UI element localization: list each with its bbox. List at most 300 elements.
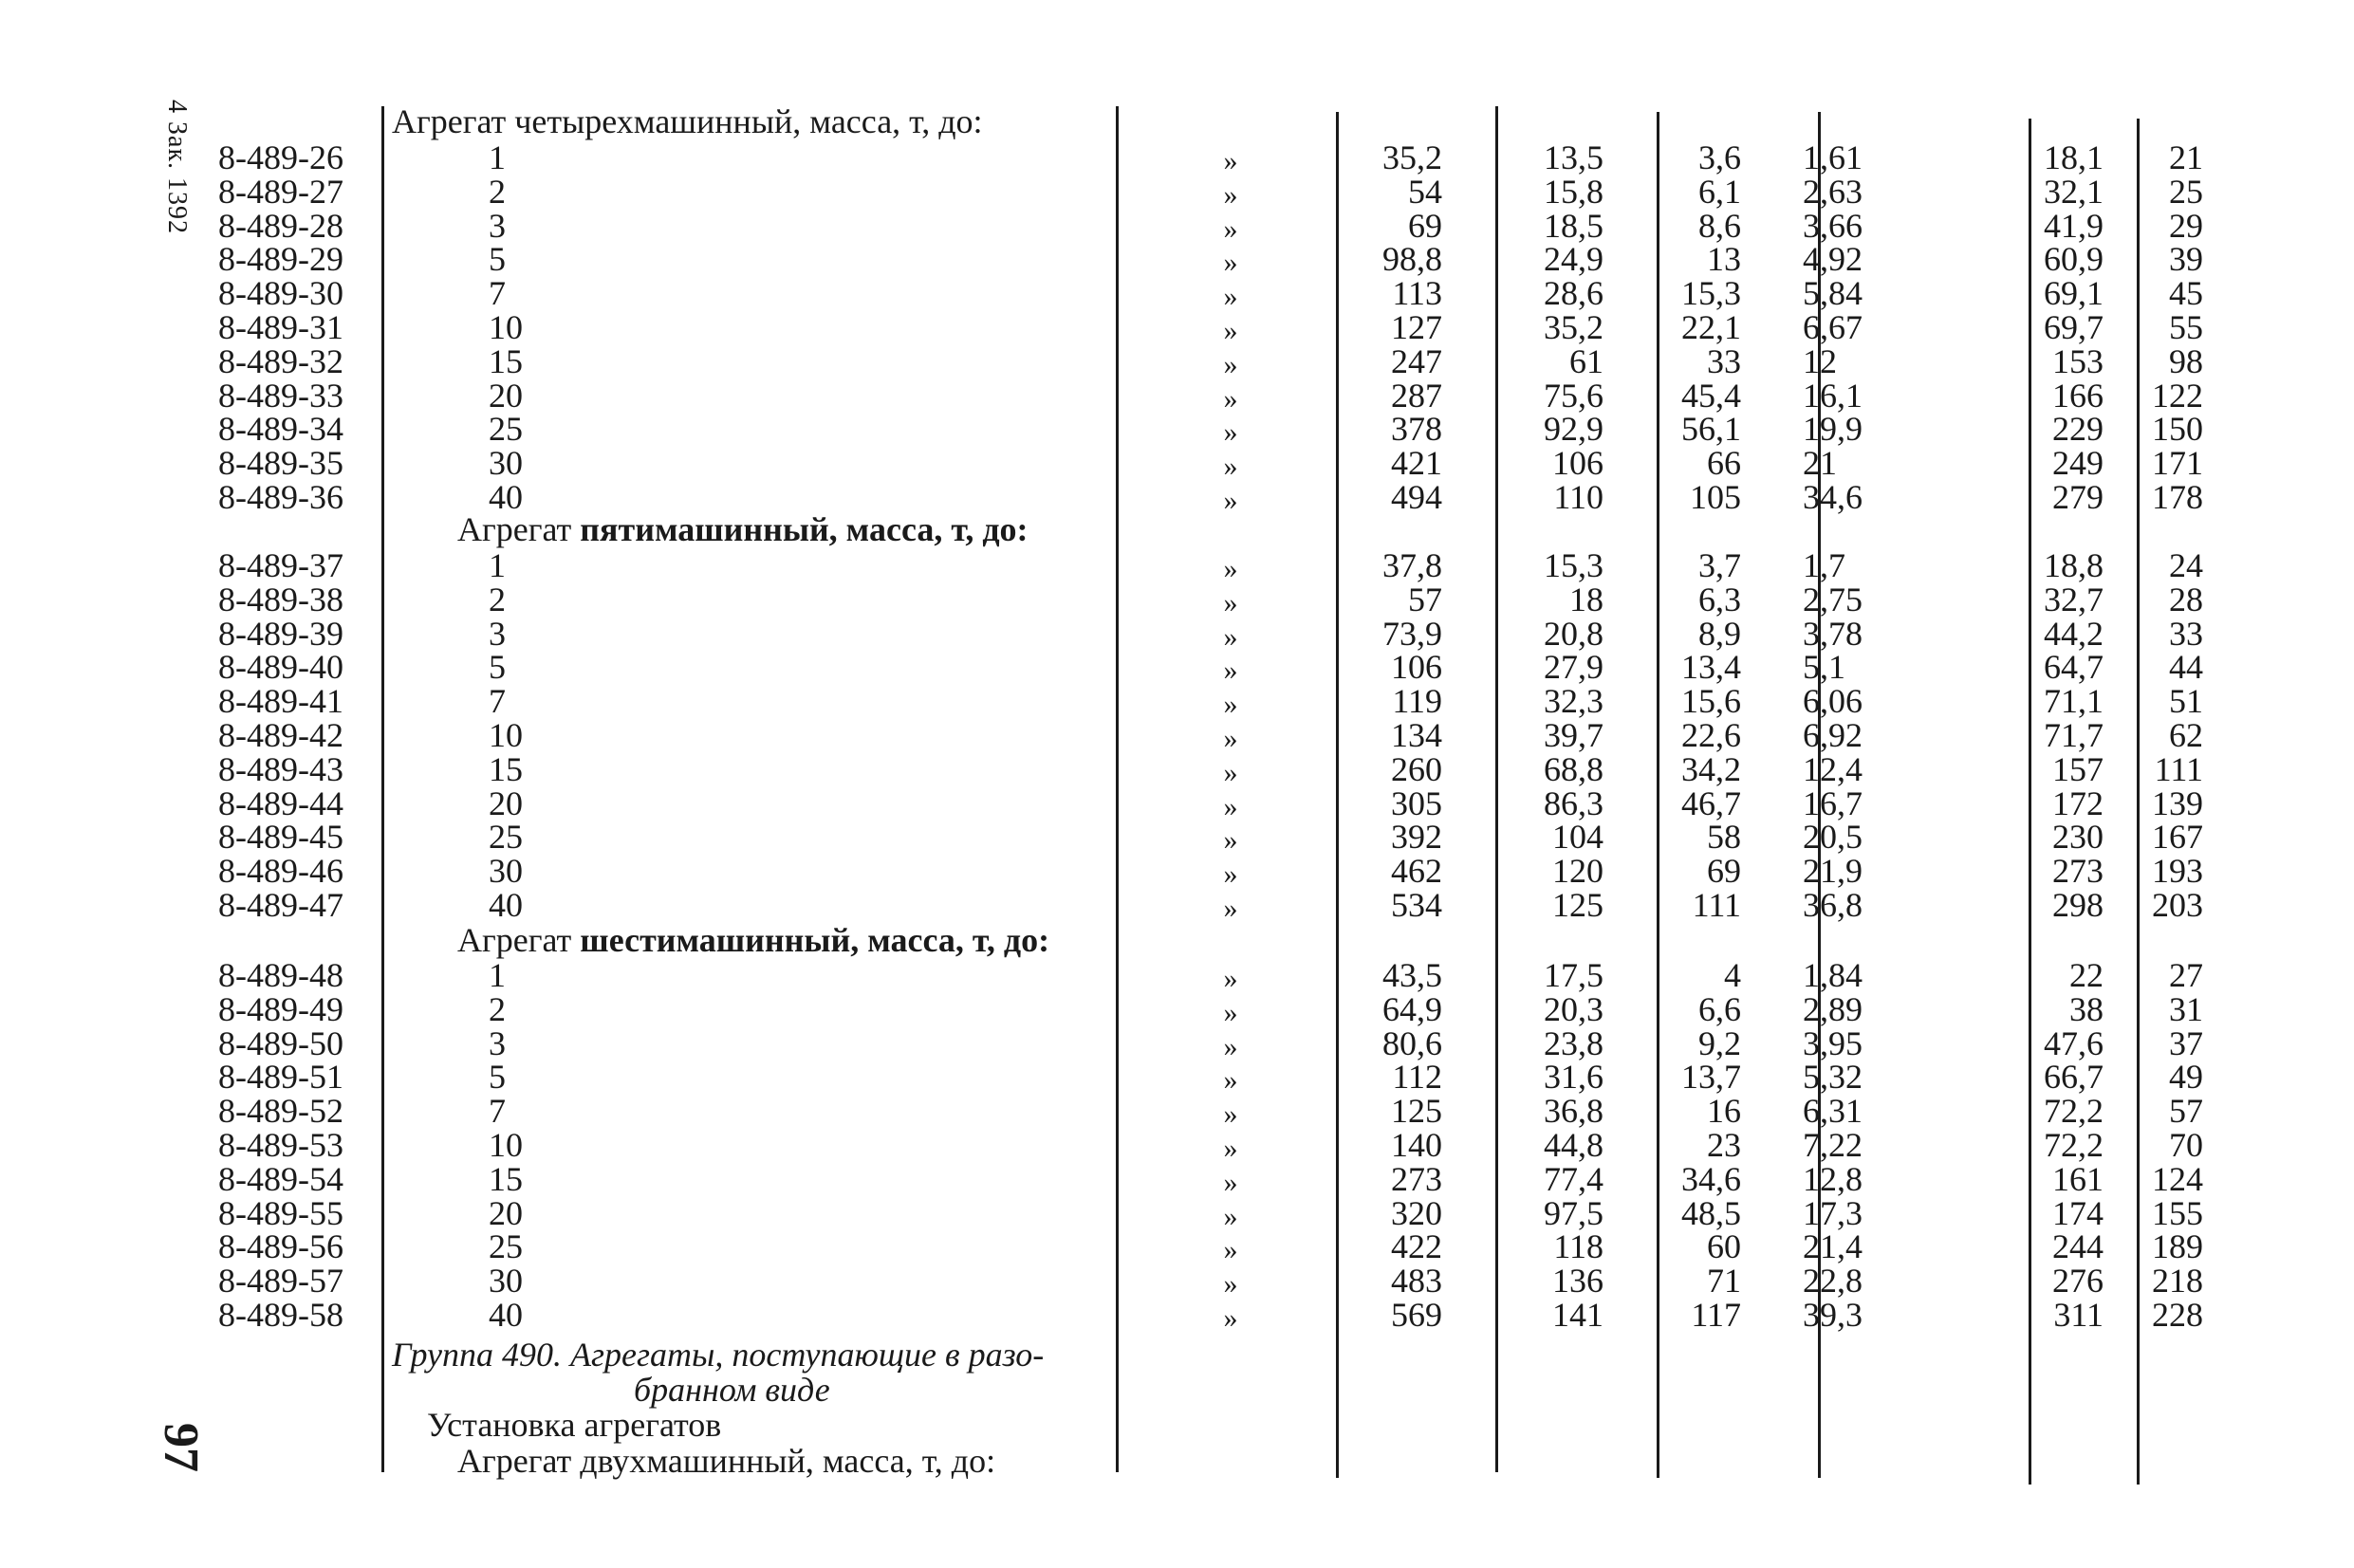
value-cell-col4: 7,22 (1803, 1126, 1863, 1164)
value-cell-col4: 2,89 (1803, 990, 1863, 1028)
value-cell-col5: 47,6 (2044, 1024, 2104, 1062)
ditto-mark: » (1223, 485, 1238, 516)
value-cell-col4: 12 (1803, 342, 1837, 380)
mass-cell: 20 (489, 377, 523, 415)
value-cell-col5: 44,2 (2044, 615, 2104, 653)
value-cell-col2: 27,9 (1544, 648, 1603, 686)
value-cell-col3: 13 (1707, 240, 1741, 278)
group-490-title: Группа 490. Агрегаты, поступающие в разо- (392, 1336, 1045, 1374)
code-cell: 8-489-45 (218, 818, 343, 856)
value-cell-col2: 20,8 (1544, 615, 1603, 653)
value-cell-col2: 28,6 (1544, 274, 1603, 312)
value-cell-col6: 98 (2169, 342, 2203, 380)
mass-cell: 25 (489, 410, 523, 448)
heading-plain: Агрегат (457, 921, 572, 959)
value-cell-col6: 44 (2169, 648, 2203, 686)
value-cell-col1: 421 (1391, 444, 1442, 482)
value-cell-col2: 24,9 (1544, 240, 1603, 278)
mass-cell: 25 (489, 1227, 523, 1265)
ditto-mark: » (1223, 1133, 1238, 1164)
value-cell-col4: 6,67 (1803, 308, 1863, 346)
code-cell: 8-489-51 (218, 1058, 343, 1096)
value-cell-col2: 61 (1569, 342, 1603, 380)
value-cell-col6: 45 (2169, 274, 2203, 312)
code-cell: 8-489-50 (218, 1024, 343, 1062)
value-cell-col1: 260 (1391, 750, 1442, 788)
value-cell-col3: 66 (1707, 444, 1741, 482)
value-cell-col1: 569 (1391, 1296, 1442, 1334)
value-cell-col2: 39,7 (1544, 716, 1603, 754)
value-cell-col1: 98,8 (1382, 240, 1442, 278)
code-cell: 8-489-29 (218, 240, 343, 278)
value-cell-col3: 22,1 (1681, 308, 1741, 346)
value-cell-col3: 71 (1707, 1262, 1741, 1300)
mass-cell: 2 (489, 173, 506, 211)
value-cell-col1: 494 (1391, 478, 1442, 516)
ditto-mark: » (1223, 553, 1238, 584)
ditto-mark: » (1223, 179, 1238, 211)
value-cell-col1: 320 (1391, 1194, 1442, 1232)
value-cell-col1: 247 (1391, 342, 1442, 380)
value-cell-col2: 35,2 (1544, 308, 1603, 346)
value-cell-col2: 23,8 (1544, 1024, 1603, 1062)
value-cell-col6: 203 (2152, 886, 2203, 924)
value-cell-col4: 2,63 (1803, 173, 1863, 211)
ditto-mark: » (1223, 824, 1238, 856)
value-cell-col6: 167 (2152, 818, 2203, 856)
value-cell-col5: 311 (2053, 1296, 2104, 1334)
mass-cell: 2 (489, 990, 506, 1028)
code-cell: 8-489-32 (218, 342, 343, 380)
value-cell-col4: 39,3 (1803, 1296, 1863, 1334)
code-cell: 8-489-54 (218, 1160, 343, 1198)
value-cell-col2: 44,8 (1544, 1126, 1603, 1164)
value-cell-col2: 118 (1553, 1227, 1603, 1265)
value-cell-col1: 64,9 (1382, 990, 1442, 1028)
value-cell-col3: 105 (1690, 478, 1741, 516)
code-cell: 8-489-34 (218, 410, 343, 448)
value-cell-col6: 28 (2169, 581, 2203, 618)
mass-cell: 7 (489, 274, 506, 312)
value-cell-col1: 127 (1391, 308, 1442, 346)
value-cell-col6: 111 (2154, 750, 2203, 788)
mass-cell: 3 (489, 615, 506, 653)
value-cell-col5: 298 (2052, 886, 2104, 924)
value-cell-col3: 8,9 (1698, 615, 1741, 653)
code-cell: 8-489-48 (218, 956, 343, 994)
code-cell: 8-489-28 (218, 207, 343, 245)
heading-bold: шестимашинный, масса, т, до: (580, 921, 1050, 959)
value-cell-col6: 155 (2152, 1194, 2203, 1232)
mass-cell: 40 (489, 478, 523, 516)
value-cell-col6: 25 (2169, 173, 2203, 211)
value-cell-col3: 3,6 (1698, 138, 1741, 176)
mass-cell: 3 (489, 207, 506, 245)
value-cell-col5: 157 (2052, 750, 2104, 788)
value-cell-col2: 104 (1552, 818, 1603, 856)
value-cell-col4: 16,7 (1803, 784, 1863, 822)
ditto-mark: » (1223, 1167, 1238, 1198)
margin-note: 4 Зак. 1392 (162, 100, 192, 235)
value-cell-col5: 249 (2052, 444, 2104, 482)
value-cell-col4: 5,84 (1803, 274, 1863, 312)
value-cell-col3: 69 (1707, 852, 1741, 890)
value-cell-col2: 15,3 (1544, 546, 1603, 584)
two-machine-heading: Агрегат двухмашинный, масса, т, до: (457, 1442, 996, 1480)
value-cell-col6: 33 (2169, 615, 2203, 653)
value-cell-col3: 22,6 (1681, 716, 1741, 754)
value-cell-col4: 21 (1803, 444, 1837, 482)
value-cell-col4: 20,5 (1803, 818, 1863, 856)
value-cell-col1: 422 (1391, 1227, 1442, 1265)
value-cell-col1: 119 (1392, 682, 1442, 720)
value-cell-col4: 3,95 (1803, 1024, 1863, 1062)
value-cell-col3: 33 (1707, 342, 1741, 380)
ditto-mark: » (1223, 1268, 1238, 1300)
value-cell-col6: 150 (2152, 410, 2203, 448)
value-cell-col4: 12,8 (1803, 1160, 1863, 1198)
code-cell: 8-489-40 (218, 648, 343, 686)
value-cell-col1: 35,2 (1382, 138, 1442, 176)
code-cell: 8-489-39 (218, 615, 343, 653)
value-cell-col3: 6,3 (1698, 581, 1741, 618)
value-cell-col1: 534 (1391, 886, 1442, 924)
value-cell-col3: 4 (1724, 956, 1741, 994)
mass-cell: 5 (489, 240, 506, 278)
value-cell-col6: 51 (2169, 682, 2203, 720)
ditto-mark: » (1223, 1302, 1238, 1334)
mass-cell: 5 (489, 648, 506, 686)
value-cell-col3: 60 (1707, 1227, 1741, 1265)
value-cell-col4: 5,1 (1803, 648, 1845, 686)
code-cell: 8-489-31 (218, 308, 343, 346)
value-cell-col6: 193 (2152, 852, 2203, 890)
value-cell-col6: 124 (2152, 1160, 2203, 1198)
value-cell-col5: 174 (2052, 1194, 2104, 1232)
value-cell-col1: 273 (1391, 1160, 1442, 1198)
value-cell-col5: 18,8 (2044, 546, 2104, 584)
ditto-mark: » (1223, 416, 1238, 448)
value-cell-col4: 16,1 (1803, 377, 1863, 415)
mass-cell: 20 (489, 784, 523, 822)
column-rule (381, 106, 384, 1472)
value-cell-col3: 9,2 (1698, 1024, 1741, 1062)
ditto-mark: » (1223, 1064, 1238, 1096)
value-cell-col1: 134 (1391, 716, 1442, 754)
value-cell-col5: 64,7 (2044, 648, 2104, 686)
value-cell-col2: 125 (1552, 886, 1603, 924)
value-cell-col4: 6,31 (1803, 1092, 1863, 1130)
value-cell-col5: 279 (2052, 478, 2104, 516)
value-cell-col3: 117 (1691, 1296, 1741, 1334)
value-cell-col6: 27 (2169, 956, 2203, 994)
value-cell-col4: 4,92 (1803, 240, 1863, 278)
ditto-mark: » (1223, 963, 1238, 994)
ditto-mark: » (1223, 791, 1238, 822)
value-cell-col6: 24 (2169, 546, 2203, 584)
value-cell-col4: 34,6 (1803, 478, 1863, 516)
mass-cell: 25 (489, 818, 523, 856)
value-cell-col3: 6,1 (1698, 173, 1741, 211)
value-cell-col6: 228 (2152, 1296, 2203, 1334)
value-cell-col1: 112 (1392, 1058, 1442, 1096)
value-cell-col4: 1,7 (1803, 546, 1845, 584)
value-cell-col6: 39 (2169, 240, 2203, 278)
code-cell: 8-489-53 (218, 1126, 343, 1164)
mass-cell: 10 (489, 308, 523, 346)
value-cell-col5: 244 (2052, 1227, 2104, 1265)
value-cell-col1: 69 (1408, 207, 1442, 245)
value-cell-col2: 136 (1552, 1262, 1603, 1300)
ditto-mark: » (1223, 1098, 1238, 1130)
value-cell-col3: 13,4 (1681, 648, 1741, 686)
code-cell: 8-489-58 (218, 1296, 343, 1334)
ditto-mark: » (1223, 1234, 1238, 1265)
value-cell-col4: 19,9 (1803, 410, 1863, 448)
ditto-mark: » (1223, 213, 1238, 245)
value-cell-col5: 69,1 (2044, 274, 2104, 312)
value-cell-col5: 38 (2069, 990, 2104, 1028)
value-cell-col6: 189 (2152, 1227, 2203, 1265)
value-cell-col4: 21,4 (1803, 1227, 1863, 1265)
value-cell-col3: 15,3 (1681, 274, 1741, 312)
install-heading: Установка агрегатов (427, 1406, 722, 1444)
value-cell-col3: 23 (1707, 1126, 1741, 1164)
code-cell: 8-489-43 (218, 750, 343, 788)
mass-cell: 20 (489, 1194, 523, 1232)
value-cell-col4: 22,8 (1803, 1262, 1863, 1300)
value-cell-col2: 97,5 (1544, 1194, 1603, 1232)
mass-cell: 2 (489, 581, 506, 618)
value-cell-col4: 1,61 (1803, 138, 1863, 176)
mass-cell: 15 (489, 1160, 523, 1198)
value-cell-col1: 392 (1391, 818, 1442, 856)
value-cell-col3: 15,6 (1681, 682, 1741, 720)
value-cell-col3: 8,6 (1698, 207, 1741, 245)
group-490-title-cont: бранном виде (634, 1371, 830, 1409)
mass-cell: 1 (489, 956, 506, 994)
value-cell-col2: 17,5 (1544, 956, 1603, 994)
value-cell-col6: 37 (2169, 1024, 2203, 1062)
mass-cell: 5 (489, 1058, 506, 1096)
group-heading-five (457, 512, 1029, 546)
value-cell-col5: 276 (2052, 1262, 2104, 1300)
value-cell-col5: 229 (2052, 410, 2104, 448)
value-cell-col1: 305 (1391, 784, 1442, 822)
value-cell-col3: 48,5 (1681, 1194, 1741, 1232)
ditto-mark: » (1223, 247, 1238, 278)
value-cell-col4: 6,06 (1803, 682, 1863, 720)
value-cell-col1: 80,6 (1382, 1024, 1442, 1062)
value-cell-col4: 36,8 (1803, 886, 1863, 924)
value-cell-col3: 3,7 (1698, 546, 1741, 584)
value-cell-col1: 287 (1391, 377, 1442, 415)
code-cell: 8-489-41 (218, 682, 343, 720)
ditto-mark: » (1223, 451, 1238, 482)
code-cell: 8-489-44 (218, 784, 343, 822)
value-cell-col6: 139 (2152, 784, 2203, 822)
value-cell-col2: 86,3 (1544, 784, 1603, 822)
column-rule (1116, 106, 1119, 1472)
code-cell: 8-489-38 (218, 581, 343, 618)
mass-cell: 10 (489, 1126, 523, 1164)
group-heading-four: Агрегат четырехмашинный, масса, т, до: (392, 102, 983, 140)
value-cell-col5: 71,7 (2044, 716, 2104, 754)
value-cell-col5: 161 (2052, 1160, 2104, 1198)
code-cell: 8-489-30 (218, 274, 343, 312)
value-cell-col2: 92,9 (1544, 410, 1603, 448)
value-cell-col6: 29 (2169, 207, 2203, 245)
value-cell-col6: 178 (2152, 478, 2203, 516)
value-cell-col5: 60,9 (2044, 240, 2104, 278)
value-cell-col6: 122 (2152, 377, 2203, 415)
value-cell-col2: 31,6 (1544, 1058, 1603, 1096)
ditto-mark: » (1223, 893, 1238, 924)
ditto-mark: » (1223, 689, 1238, 720)
value-cell-col4: 2,75 (1803, 581, 1863, 618)
value-cell-col3: 58 (1707, 818, 1741, 856)
value-cell-col5: 32,1 (2044, 173, 2104, 211)
heading-bold: пятимашинный, масса, т, до: (580, 510, 1029, 548)
value-cell-col2: 36,8 (1544, 1092, 1603, 1130)
value-cell-col3: 111 (1692, 886, 1741, 924)
value-cell-col1: 57 (1408, 581, 1442, 618)
code-cell: 8-489-33 (218, 377, 343, 415)
ditto-mark: » (1223, 723, 1238, 754)
value-cell-col4: 12,4 (1803, 750, 1863, 788)
value-cell-col6: 70 (2169, 1126, 2203, 1164)
page-number: 97 (154, 1423, 208, 1472)
mass-cell: 1 (489, 138, 506, 176)
code-cell: 8-489-56 (218, 1227, 343, 1265)
value-cell-col5: 69,7 (2044, 308, 2104, 346)
mass-cell: 7 (489, 682, 506, 720)
value-cell-col1: 54 (1408, 173, 1442, 211)
value-cell-col2: 77,4 (1544, 1160, 1603, 1198)
value-cell-col1: 140 (1391, 1126, 1442, 1164)
ditto-mark: » (1223, 858, 1238, 890)
value-cell-col4: 17,3 (1803, 1194, 1863, 1232)
value-cell-col6: 55 (2169, 308, 2203, 346)
value-cell-col1: 43,5 (1382, 956, 1442, 994)
value-cell-col5: 273 (2052, 852, 2104, 890)
code-cell: 8-489-47 (218, 886, 343, 924)
value-cell-col3: 45,4 (1681, 377, 1741, 415)
code-cell: 8-489-52 (218, 1092, 343, 1130)
value-cell-col2: 106 (1552, 444, 1603, 482)
value-cell-col5: 153 (2052, 342, 2104, 380)
group-heading-six (457, 923, 1049, 957)
code-cell: 8-489-55 (218, 1194, 343, 1232)
value-cell-col1: 462 (1391, 852, 1442, 890)
mass-cell: 15 (489, 750, 523, 788)
value-cell-col5: 230 (2052, 818, 2104, 856)
value-cell-col2: 20,3 (1544, 990, 1603, 1028)
column-rule (1336, 112, 1339, 1478)
code-cell: 8-489-42 (218, 716, 343, 754)
value-cell-col2: 75,6 (1544, 377, 1603, 415)
value-cell-col2: 120 (1552, 852, 1603, 890)
value-cell-col5: 72,2 (2044, 1092, 2104, 1130)
code-cell: 8-489-37 (218, 546, 343, 584)
value-cell-col5: 41,9 (2044, 207, 2104, 245)
ditto-mark: » (1223, 349, 1238, 380)
value-cell-col6: 49 (2169, 1058, 2203, 1096)
code-cell: 8-489-49 (218, 990, 343, 1028)
value-cell-col5: 22 (2069, 956, 2104, 994)
value-cell-col5: 32,7 (2044, 581, 2104, 618)
value-cell-col4: 3,66 (1803, 207, 1863, 245)
mass-cell: 40 (489, 886, 523, 924)
value-cell-col2: 141 (1552, 1296, 1603, 1334)
ditto-mark: » (1223, 145, 1238, 176)
value-cell-col5: 18,1 (2044, 138, 2104, 176)
value-cell-col3: 13,7 (1681, 1058, 1741, 1096)
value-cell-col1: 483 (1391, 1262, 1442, 1300)
code-cell: 8-489-57 (218, 1262, 343, 1300)
value-cell-col1: 125 (1391, 1092, 1442, 1130)
value-cell-col2: 15,8 (1544, 173, 1603, 211)
value-cell-col4: 3,78 (1803, 615, 1863, 653)
value-cell-col2: 13,5 (1544, 138, 1603, 176)
code-cell: 8-489-26 (218, 138, 343, 176)
value-cell-col6: 171 (2152, 444, 2203, 482)
value-cell-col5: 71,1 (2044, 682, 2104, 720)
value-cell-col3: 34,6 (1681, 1160, 1741, 1198)
value-cell-col3: 16 (1707, 1092, 1741, 1130)
code-cell: 8-489-36 (218, 478, 343, 516)
heading-plain: Агрегат (457, 510, 572, 548)
ditto-mark: » (1223, 587, 1238, 618)
mass-cell: 10 (489, 716, 523, 754)
value-cell-col5: 166 (2052, 377, 2104, 415)
ditto-mark: » (1223, 757, 1238, 788)
mass-cell: 15 (489, 342, 523, 380)
code-cell: 8-489-46 (218, 852, 343, 890)
code-cell: 8-489-27 (218, 173, 343, 211)
mass-cell: 30 (489, 852, 523, 890)
value-cell-col2: 68,8 (1544, 750, 1603, 788)
value-cell-col4: 6,92 (1803, 716, 1863, 754)
value-cell-col2: 32,3 (1544, 682, 1603, 720)
value-cell-col2: 18 (1569, 581, 1603, 618)
value-cell-col1: 37,8 (1382, 546, 1442, 584)
value-cell-col2: 110 (1553, 478, 1603, 516)
mass-cell: 7 (489, 1092, 506, 1130)
value-cell-col1: 378 (1391, 410, 1442, 448)
ditto-mark: » (1223, 281, 1238, 312)
value-cell-col1: 106 (1391, 648, 1442, 686)
value-cell-col3: 34,2 (1681, 750, 1741, 788)
mass-cell: 40 (489, 1296, 523, 1334)
value-cell-col5: 72,2 (2044, 1126, 2104, 1164)
value-cell-col2: 18,5 (1544, 207, 1603, 245)
ditto-mark: » (1223, 383, 1238, 415)
ditto-mark: » (1223, 621, 1238, 653)
code-cell: 8-489-35 (218, 444, 343, 482)
ditto-mark: » (1223, 315, 1238, 346)
value-cell-col6: 57 (2169, 1092, 2203, 1130)
value-cell-col6: 31 (2169, 990, 2203, 1028)
mass-cell: 30 (489, 444, 523, 482)
mass-cell: 1 (489, 546, 506, 584)
value-cell-col5: 172 (2052, 784, 2104, 822)
ditto-mark: » (1223, 1031, 1238, 1062)
value-cell-col5: 66,7 (2044, 1058, 2104, 1096)
ditto-mark: » (1223, 1201, 1238, 1232)
value-cell-col6: 62 (2169, 716, 2203, 754)
value-cell-col3: 6,6 (1698, 990, 1741, 1028)
